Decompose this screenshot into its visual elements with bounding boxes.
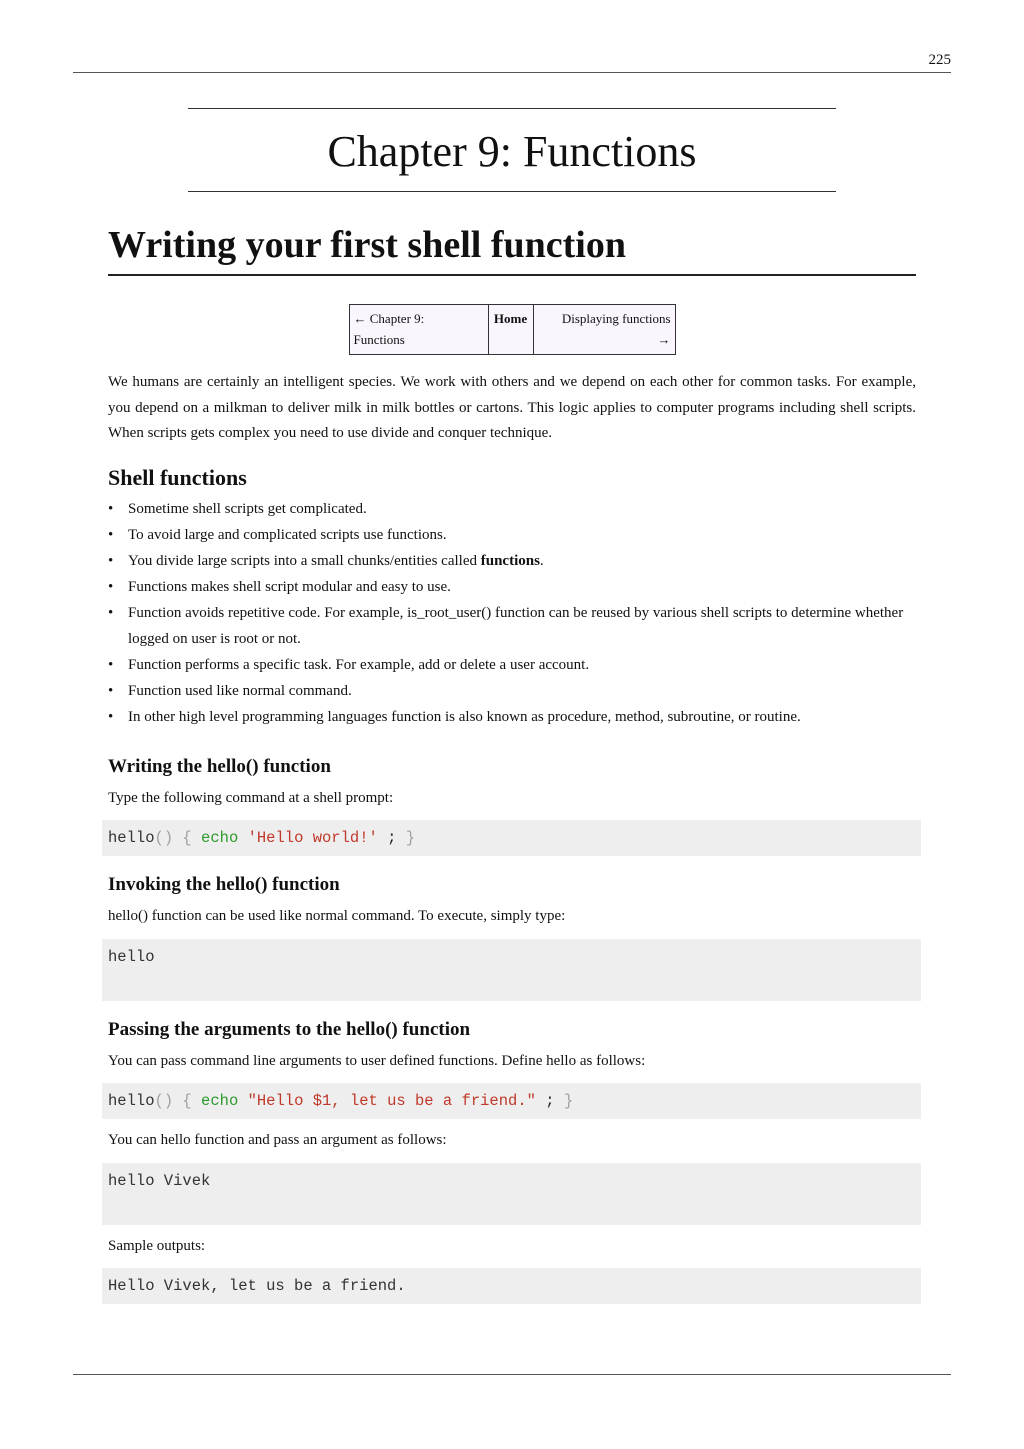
nav-next-link[interactable] [533,305,675,355]
sample-outputs-label: Sample outputs: [108,1237,206,1254]
code-token-string: "Hello $1, let us be a friend." [247,1092,536,1110]
chapter-title: Chapter 9: Functions [327,127,697,176]
code-block-sample-output: Hello Vivek, let us be a friend. [102,1268,921,1304]
list-item: • To avoid large and complicated scripts use functions. [128,522,916,548]
list-item: • Sometime shell scripts get complicated. [128,496,916,522]
code-token-semicolon: ; [387,829,397,847]
page-content [108,222,916,1304]
chapter-rule-top [188,108,836,109]
passing-args-text: You can pass command line arguments to user defined functions. Define hello as follows: [108,1052,646,1069]
code-token-keyword: echo [201,1092,239,1110]
chapter-rule-bottom [188,191,836,192]
page-number: 225 [928,52,951,68]
nav-prev-line2: Functions [353,332,405,347]
intro-paragraph: We humans are certainly an intelligent species. We work with others and we depend on each other for common tasks. For example, you depend on a milkman to deliver milk in milk bottles or cartons. This logic applies to computer programs including shell scripts. When scripts gets complex you need to use divide and conquer technique. [108,374,916,441]
code-block-hello-vivek: hello Vivek [102,1163,921,1225]
passing-args-heading: Passing the arguments to the hello() function [108,1018,471,1040]
code-block-hello-args-def [102,1083,921,1119]
code-token-open: () { [154,1092,192,1110]
footer-rule [73,1374,951,1375]
header-rule [73,72,951,73]
navigation-table [349,304,676,355]
code-token-name: hello [108,1092,155,1110]
writing-hello-text: Type the following command at a shell prompt: [108,789,394,806]
list-item-end: . [539,552,544,569]
list-item: • Function performs a specific task. For example, add or delete a user account. [128,652,916,678]
code-block-hello-def [102,820,921,856]
nav-prev-link[interactable] [349,305,488,355]
code-token-string: 'Hello world!' [247,829,378,847]
list-item-bold: functions [480,552,540,569]
nav-home-link[interactable]: Home [488,305,533,355]
invoking-hello-text: hello() function can be used like normal command. To execute, simply type: [108,908,566,924]
list-item-text: You divide large scripts into a small chunks/entities called [128,552,477,569]
passing-args-text2: You can hello function and pass an argument as follows: [108,1132,447,1148]
shell-functions-heading: Shell functions [108,464,247,490]
code-token-name: hello [108,829,155,847]
list-item: • Function avoids repetitive code. For example, is_root_user() function can be reused by various shell scripts to determine whether logged on user is root or not. [128,600,916,652]
list-item [128,548,916,574]
code-block-hello-call: hello [102,939,921,1001]
code-token-close: } [563,1092,574,1110]
shell-functions-list [108,496,916,730]
nav-next-arrow: → [657,332,671,347]
code-token-semicolon: ; [545,1092,555,1110]
list-item: • Function used like normal command. [128,678,916,704]
nav-prev-line1: ← Chapter 9: [353,311,425,326]
section-title: Writing your first shell function [108,222,916,276]
code-token-keyword: echo [201,829,239,847]
list-item: • Functions makes shell script modular and easy to use. [128,574,916,600]
list-item: • In other high level programming languages function is also known as procedure, method, subroutine, or routine. [128,704,916,730]
code-token-open: () { [154,829,192,847]
invoking-hello-heading: Invoking the hello() function [108,874,340,895]
writing-hello-heading: Writing the hello() function [108,755,331,777]
nav-next-line1: Displaying functions [561,311,671,326]
code-token-close: } [405,829,416,847]
